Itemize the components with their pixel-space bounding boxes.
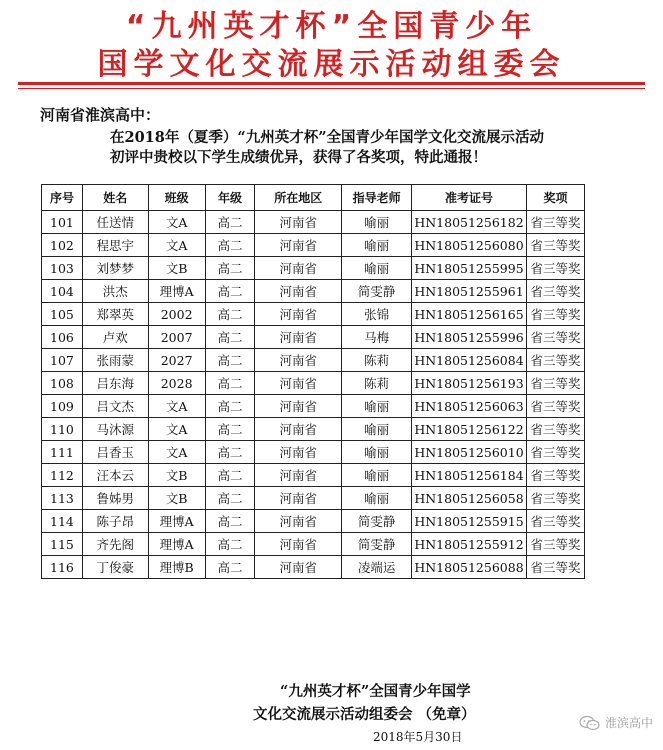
table-cell: 112 bbox=[42, 464, 83, 487]
table-cell: 文B bbox=[148, 487, 205, 510]
table-cell: 郑翠英 bbox=[82, 303, 148, 326]
table-cell: 马梅 bbox=[342, 326, 412, 349]
table-cell: 高二 bbox=[205, 533, 255, 556]
table-cell: 115 bbox=[42, 533, 83, 556]
table-cell: 高二 bbox=[205, 487, 255, 510]
table-cell: 陈子昂 bbox=[82, 510, 148, 533]
table-cell: 省三等奖 bbox=[526, 349, 584, 372]
column-header: 奖项 bbox=[526, 185, 584, 211]
table-row bbox=[42, 372, 585, 395]
table-cell: 省三等奖 bbox=[526, 372, 584, 395]
table-cell: 2027 bbox=[148, 349, 205, 372]
table-cell: 114 bbox=[42, 510, 83, 533]
table-row bbox=[42, 257, 585, 280]
table-cell: 喻丽 bbox=[342, 211, 412, 234]
table-cell: 喻丽 bbox=[342, 395, 412, 418]
column-header: 年级 bbox=[205, 185, 255, 211]
table-cell: 河南省 bbox=[255, 257, 342, 280]
table-row bbox=[42, 441, 585, 464]
column-header: 准考证号 bbox=[412, 185, 527, 211]
table-cell: 凌端运 bbox=[342, 556, 412, 579]
table-cell: 高二 bbox=[205, 326, 255, 349]
table-cell: 河南省 bbox=[255, 395, 342, 418]
table-cell: 河南省 bbox=[255, 372, 342, 395]
table-cell: 任送情 bbox=[82, 211, 148, 234]
table-cell: 2002 bbox=[148, 303, 205, 326]
table-cell: 喻丽 bbox=[342, 441, 412, 464]
table-cell: 张雨蒙 bbox=[82, 349, 148, 372]
table-cell: 文B bbox=[148, 257, 205, 280]
table-cell: HN18051256063 bbox=[412, 395, 527, 418]
table-cell: 齐先阁 bbox=[82, 533, 148, 556]
table-cell: 省三等奖 bbox=[526, 418, 584, 441]
table-cell: HN18051256193 bbox=[412, 372, 527, 395]
table-cell: 107 bbox=[42, 349, 83, 372]
column-header: 班级 bbox=[148, 185, 205, 211]
table-row bbox=[42, 234, 585, 257]
table-cell: 省三等奖 bbox=[526, 234, 584, 257]
table-cell: 文A bbox=[148, 395, 205, 418]
issue-date: 2018年5月30日 bbox=[373, 730, 463, 744]
table-cell: 喻丽 bbox=[342, 234, 412, 257]
table-cell: 文A bbox=[148, 441, 205, 464]
table-row bbox=[42, 395, 585, 418]
table-cell: 省三等奖 bbox=[526, 441, 584, 464]
table-cell: HN18051255912 bbox=[412, 533, 527, 556]
table-cell: HN18051256088 bbox=[412, 556, 527, 579]
column-header: 序号 bbox=[42, 185, 83, 211]
table-cell: 河南省 bbox=[255, 234, 342, 257]
letterhead bbox=[0, 8, 663, 84]
table-cell: 高二 bbox=[205, 441, 255, 464]
table-cell: HN18051256010 bbox=[412, 441, 527, 464]
table-row bbox=[42, 303, 585, 326]
table-cell: 省三等奖 bbox=[526, 533, 584, 556]
table-cell: 河南省 bbox=[255, 441, 342, 464]
table-cell: 喻丽 bbox=[342, 418, 412, 441]
table-cell: 省三等奖 bbox=[526, 510, 584, 533]
table-cell: 吕香玉 bbox=[82, 441, 148, 464]
table-cell: 101 bbox=[42, 211, 83, 234]
table-cell: 简雯静 bbox=[342, 280, 412, 303]
table-cell: 文A bbox=[148, 211, 205, 234]
table-row bbox=[42, 464, 585, 487]
table-cell: 103 bbox=[42, 257, 83, 280]
table-cell: 104 bbox=[42, 280, 83, 303]
table-cell: 理博B bbox=[148, 556, 205, 579]
table-cell: 105 bbox=[42, 303, 83, 326]
table-cell: HN18051255996 bbox=[412, 326, 527, 349]
table-cell: 高二 bbox=[205, 211, 255, 234]
table-cell: 河南省 bbox=[255, 487, 342, 510]
table-cell: 吕文杰 bbox=[82, 395, 148, 418]
table-cell: HN18051255961 bbox=[412, 280, 527, 303]
table-cell: 陈莉 bbox=[342, 372, 412, 395]
table-cell: 省三等奖 bbox=[526, 303, 584, 326]
table-cell: 理博A bbox=[148, 510, 205, 533]
table-cell: 河南省 bbox=[255, 349, 342, 372]
table-row bbox=[42, 418, 585, 441]
table-cell: 简雯静 bbox=[342, 510, 412, 533]
table-cell: 汪本云 bbox=[82, 464, 148, 487]
header-divider-thick bbox=[18, 82, 645, 85]
table-cell: 理博A bbox=[148, 280, 205, 303]
organizer-line1: “九州英才杯”全国青少年国学 bbox=[280, 683, 471, 700]
table-cell: 理博A bbox=[148, 533, 205, 556]
table-cell: 高二 bbox=[205, 280, 255, 303]
table-cell: 卢欢 bbox=[82, 326, 148, 349]
table-cell: 河南省 bbox=[255, 326, 342, 349]
table-cell: 河南省 bbox=[255, 418, 342, 441]
table-cell: 高二 bbox=[205, 464, 255, 487]
table-cell: 2007 bbox=[148, 326, 205, 349]
table-cell: 河南省 bbox=[255, 464, 342, 487]
table-cell: 111 bbox=[42, 441, 83, 464]
table-cell: 省三等奖 bbox=[526, 326, 584, 349]
column-header: 指导老师 bbox=[342, 185, 412, 211]
table-cell: 张锦 bbox=[342, 303, 412, 326]
watermark-text: 淮滨高中 bbox=[604, 716, 653, 730]
table-cell: 河南省 bbox=[255, 211, 342, 234]
table-row bbox=[42, 280, 585, 303]
intro-paragraph bbox=[110, 128, 630, 168]
table-cell: 文A bbox=[148, 234, 205, 257]
table-cell: HN18051256165 bbox=[412, 303, 527, 326]
table-cell: 高二 bbox=[205, 257, 255, 280]
table-cell: HN18051256080 bbox=[412, 234, 527, 257]
table-cell: 102 bbox=[42, 234, 83, 257]
table-cell: 高二 bbox=[205, 234, 255, 257]
table-cell: 河南省 bbox=[255, 280, 342, 303]
table-cell: 省三等奖 bbox=[526, 556, 584, 579]
table-cell: 110 bbox=[42, 418, 83, 441]
table-cell: 106 bbox=[42, 326, 83, 349]
table-cell: 洪杰 bbox=[82, 280, 148, 303]
table-cell: HN18051256122 bbox=[412, 418, 527, 441]
table-cell: 简雯静 bbox=[342, 533, 412, 556]
table-row bbox=[42, 326, 585, 349]
table-cell: 丁俊豪 bbox=[82, 556, 148, 579]
table-cell: 省三等奖 bbox=[526, 395, 584, 418]
table-cell: 吕东海 bbox=[82, 372, 148, 395]
table-row bbox=[42, 487, 585, 510]
table-cell: 省三等奖 bbox=[526, 257, 584, 280]
table-row bbox=[42, 556, 585, 579]
table-cell: 文B bbox=[148, 464, 205, 487]
column-header: 所在地区 bbox=[255, 185, 342, 211]
table-cell: 2028 bbox=[148, 372, 205, 395]
table-cell: HN18051256058 bbox=[412, 487, 527, 510]
organizer-line2: 文化交流展示活动组委会 （免章） bbox=[253, 706, 476, 723]
table-cell: 文A bbox=[148, 418, 205, 441]
table-cell: 省三等奖 bbox=[526, 280, 584, 303]
table-cell: 程思宇 bbox=[82, 234, 148, 257]
table-row bbox=[42, 533, 585, 556]
table-cell: 河南省 bbox=[255, 556, 342, 579]
table-cell: 省三等奖 bbox=[526, 211, 584, 234]
table-cell: 河南省 bbox=[255, 303, 342, 326]
table-cell: HN18051255915 bbox=[412, 510, 527, 533]
column-header: 姓名 bbox=[82, 185, 148, 211]
table-cell: 113 bbox=[42, 487, 83, 510]
table-cell: 高二 bbox=[205, 556, 255, 579]
table-cell: 河南省 bbox=[255, 510, 342, 533]
table-cell: 喻丽 bbox=[342, 257, 412, 280]
recipient: 河南省淮滨高中： bbox=[40, 106, 161, 124]
table-cell: 省三等奖 bbox=[526, 464, 584, 487]
awards-table bbox=[41, 184, 585, 579]
letterhead-title-line1: “九州英才杯”全国青少年 bbox=[125, 9, 538, 44]
table-cell: 陈莉 bbox=[342, 349, 412, 372]
table-cell: 鲁姊男 bbox=[82, 487, 148, 510]
table-cell: 刘梦梦 bbox=[82, 257, 148, 280]
table-cell: 河南省 bbox=[255, 533, 342, 556]
table-cell: 高二 bbox=[205, 349, 255, 372]
table-cell: 高二 bbox=[205, 395, 255, 418]
intro-line2: 初评中贵校以下学生成绩优异，获得了各奖项，特此通报！ bbox=[110, 149, 487, 166]
table-cell: 喻丽 bbox=[342, 487, 412, 510]
intro-line1: 在2018年（夏季）“九州英才杯”全国青少年国学文化交流展示活动 bbox=[110, 129, 545, 146]
letterhead-title-line2: 国学文化交流展示活动组委会 bbox=[97, 47, 566, 82]
wechat-icon bbox=[579, 715, 601, 731]
table-cell: 116 bbox=[42, 556, 83, 579]
table-cell: HN18051256182 bbox=[412, 211, 527, 234]
table-cell: HN18051256084 bbox=[412, 349, 527, 372]
table-cell: 马沐源 bbox=[82, 418, 148, 441]
table-body bbox=[42, 211, 585, 579]
table-cell: 高二 bbox=[205, 372, 255, 395]
table-row bbox=[42, 211, 585, 234]
table-cell: 108 bbox=[42, 372, 83, 395]
table-cell: HN18051256184 bbox=[412, 464, 527, 487]
table-cell: 高二 bbox=[205, 510, 255, 533]
table-cell: 高二 bbox=[205, 418, 255, 441]
table-cell: 省三等奖 bbox=[526, 487, 584, 510]
table-cell: 高二 bbox=[205, 303, 255, 326]
table-row bbox=[42, 510, 585, 533]
watermark bbox=[579, 714, 653, 731]
header-divider-thin bbox=[18, 88, 645, 89]
table-cell: 109 bbox=[42, 395, 83, 418]
table-row bbox=[42, 349, 585, 372]
table-header-row bbox=[42, 185, 585, 211]
table-cell: HN18051255995 bbox=[412, 257, 527, 280]
table-cell: 喻丽 bbox=[342, 464, 412, 487]
